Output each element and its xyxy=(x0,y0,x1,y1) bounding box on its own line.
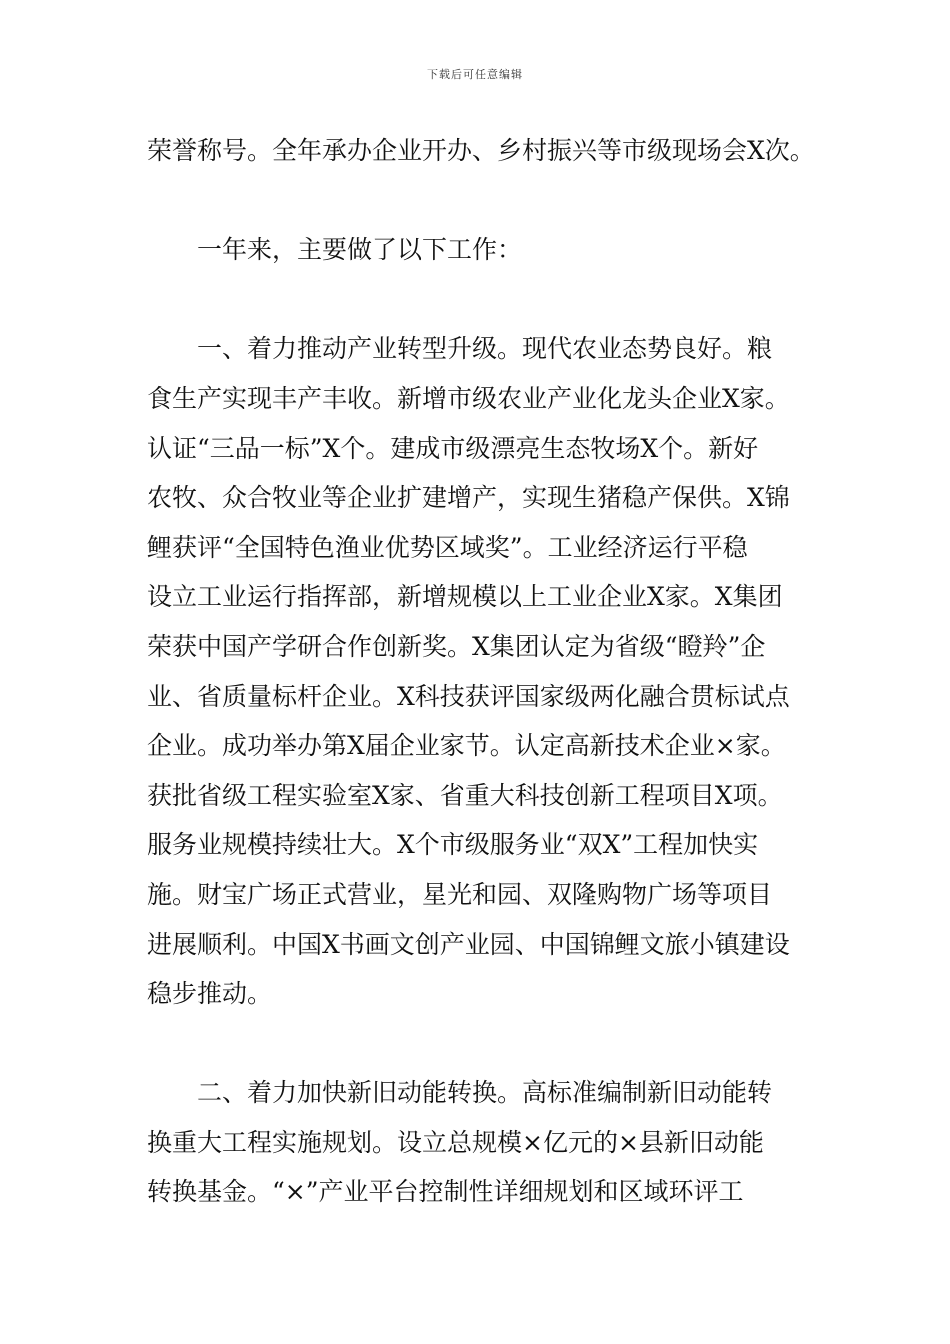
blank-line xyxy=(147,275,811,325)
blank-line xyxy=(147,176,811,226)
text-line: 鲤获评“全国特色渔业优势区域奖”。工业经济运行平稳 xyxy=(147,532,748,562)
text-line: 企业。成功举办第X届企业家节。认定高新技术企业×家。 xyxy=(147,731,786,761)
text-line: 业、省质量标杆企业。X科技获评国家级两化融合贯标试点 xyxy=(147,681,790,711)
page-header: 下载后可任意编辑 xyxy=(427,68,523,81)
text-line: 转换基金。“×”产业平台控制性详细规划和区域环评工 xyxy=(147,1177,744,1207)
text-line: 农牧、众合牧业等企业扩建增产，实现生猪稳产保供。X锦 xyxy=(147,483,790,513)
text-line: 服务业规模持续壮大。X个市级服务业“双X”工程加快实 xyxy=(147,830,759,860)
text-line: 食生产实现丰产丰收。新增市级农业产业化龙头企业X家。 xyxy=(147,383,790,413)
text-line: 施。财宝广场正式营业，星光和园、双隆购物广场等项目 xyxy=(147,879,773,909)
text-line: 一、着力推动产业转型升级。现代农业态势良好。粮 xyxy=(147,334,773,364)
text-line: 一年来，主要做了以下工作： xyxy=(147,235,523,265)
text-line: 换重大工程实施规划。设立总规模×亿元的×县新旧动能 xyxy=(147,1127,764,1157)
blank-line xyxy=(147,1019,811,1069)
text-line: 设立工业运行指挥部，新增规模以上工业企业X家。X集团 xyxy=(147,582,783,612)
document-body xyxy=(147,126,815,1217)
text-line: 认证“三品一标”X个。建成市级漂亮生态牧场X个。新好 xyxy=(147,433,759,463)
text-line: 进展顺利。中国X书画文创产业园、中国锦鲤文旅小镇建设 xyxy=(147,929,790,959)
text-line: 二、着力加快新旧动能转换。高标准编制新旧动能转 xyxy=(147,1078,773,1108)
text-line: 荣获中国产学研合作创新奖。X集团认定为省级“瞪羚”企 xyxy=(147,631,766,661)
text-line: 稳步推动。 xyxy=(147,979,273,1009)
text-line: 荣誉称号。全年承办企业开办、乡村振兴等市级现场会X次。 xyxy=(147,136,815,165)
text-line: 获批省级工程实验室X家、省重大科技创新工程项目X项。 xyxy=(147,780,783,810)
